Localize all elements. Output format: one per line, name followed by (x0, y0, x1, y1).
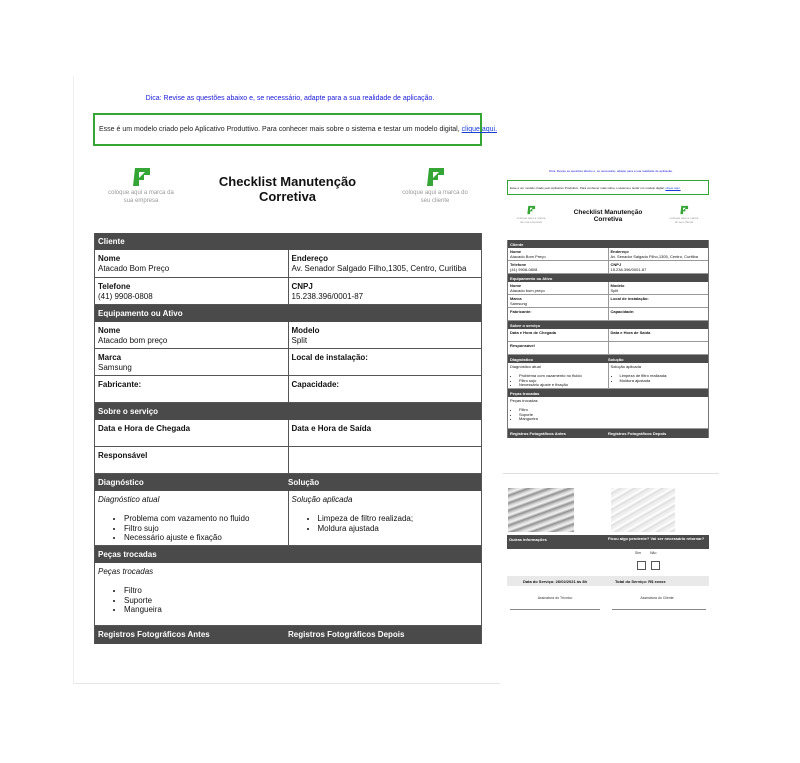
list-item: • Filtro sujo (124, 524, 285, 534)
assinatura-cliente-line[interactable] (612, 609, 706, 610)
produttivo-logo-icon (679, 205, 689, 215)
section-header-cliente: Cliente (95, 233, 481, 250)
nao-checkbox[interactable] (651, 561, 660, 570)
produttivo-logo-icon (130, 166, 152, 188)
cliente-telefone-field[interactable]: Telefone (41) 9908-0808 (98, 282, 153, 301)
notice-link[interactable]: clique aqui. (461, 126, 498, 133)
mini-tip-text: Dica: Revise as questões abaixo e, se necessário, adapte para a sua realidade de aplicação. (549, 169, 673, 173)
section-header-fotos: Registros Fotográficos Antes Registros Fotográficos Depois (95, 626, 481, 644)
responsavel-field[interactable]: Responsável (98, 451, 148, 460)
sim-checkbox[interactable] (637, 561, 646, 570)
mini-client-logo: coloque aqui a marca do seu cliente (668, 205, 700, 225)
photo-before-image[interactable] (508, 488, 574, 532)
cliente-nome-field[interactable]: Nome Atacado Bom Preço (98, 254, 170, 273)
list-item: • Necessário ajuste e fixação (124, 533, 285, 543)
mini-company-logo: coloque aqui a marca da sua empresa (515, 205, 547, 225)
notice-text: Esse é um modelo criado pelo Aplicativo Produttivo. Para conhecer mais sobre o sistema e testar um modelo digital, (99, 126, 462, 133)
client-logo (402, 166, 468, 205)
checklist-form (94, 233, 482, 644)
produttivo-logo-icon (424, 166, 446, 188)
equip-modelo-field[interactable]: Modelo Split (288, 322, 482, 348)
assinatura-cliente-label: Assinatura do Cliente (640, 596, 674, 600)
nao-label: Não (650, 551, 657, 555)
page-title: Checklist Manutenção Corretiva (218, 174, 357, 204)
section-header-servico: Sobre o serviço (95, 403, 481, 420)
company-logo-caption: coloque aqui a marca da sua empresa (108, 190, 174, 204)
cliente-endereco-field[interactable]: Endereço Av. Senador Salgado Filho,1305, Centro, Curitiba (288, 250, 482, 277)
equip-fabricante-field[interactable]: Fabricante: (98, 380, 142, 389)
section-header-pecas: Peças trocadas (95, 546, 481, 563)
solucao-list (318, 514, 479, 533)
cliente-cnpj-field[interactable]: CNPJ 15.238.396/0001-87 (288, 278, 482, 304)
list-item: • Moldura ajustada (318, 524, 479, 534)
assinatura-tecnico-line[interactable] (510, 609, 600, 610)
equip-marca-field[interactable]: Marca Samsung (98, 353, 132, 372)
company-logo (108, 166, 174, 205)
page-separator (503, 473, 719, 474)
saida-field[interactable]: Data e Hora de Saída (288, 420, 482, 446)
pecas-list (124, 586, 478, 615)
equip-nome-field[interactable]: Nome Atacado bom preço (98, 326, 168, 345)
p2-section-header: Outras informações Ficou algo pendente? Vai ser necessário retornar? (507, 535, 709, 549)
equip-capacidade-field[interactable]: Capacidade: (288, 376, 482, 402)
photo-after-image[interactable] (611, 488, 675, 532)
sim-label: Sim (635, 551, 642, 555)
p2-totals-row: Data do Serviço: 26/02/2021 às 8h Total do Serviço: R$ xxxxx (507, 576, 709, 586)
mini-notice-box: Esse é um modelo criado pelo Aplicativo Produttivo. Para conhecer mais sobre o sistema e testar um modelo digital, clique aqui. (507, 180, 709, 195)
diagnostico-field[interactable]: Diagnóstico atual • Problema com vazamento no fluido • Filtro sujo • Necessário ajuste e fixação (95, 491, 288, 545)
diagnostico-list (124, 514, 285, 543)
section-header-equipamento: Equipamento ou Ativo (95, 305, 481, 322)
list-item: • Filtro (124, 586, 478, 596)
mini-checklist-form: Cliente Nome Atacado Bom Preço Endereço Av. Senador Salgado Filho,1305, Centro, Curitiba Telefone (41) 9908-0808 CNPJ 15.238.396/0001-87 Equipamento ou Ativo Nome Atacado bom preço Modelo Split Marca Samsung Local de instalação: Fabricante: Capacidade: Sobre o serviço Data e Hora de Chegada Data e Hora de Saída Responsável Diagnóstico Solução Diagnóstico atual • Problema com vazamento no fluido • Filtro sujo • Necessário ajuste e fixação Solução aplicada • Limpeza de filtro realizada; • Moldura ajustada Peças trocadas Peças trocadas • Filtro • Suporte • Mangueira Registros Fotográficos Antes Registros Fotográficos Depois (507, 240, 709, 438)
solucao-field[interactable]: Solução aplicada • Limpeza de filtro realizada; • Moldura ajustada (288, 491, 482, 545)
responsavel-empty (288, 447, 482, 473)
tip-text: Dica: Revise as questões abaixo e, se necessário, adapte para a sua realidade de aplicação. (145, 95, 435, 102)
section-header-diagnostico-solucao: Diagnóstico Solução (95, 474, 481, 491)
notice-box (93, 113, 498, 146)
list-item: • Mangueira (124, 605, 478, 615)
list-item: • Problema com vazamento no fluido (124, 514, 285, 524)
assinatura-tecnico-label: Assinatura do Técnico (537, 596, 573, 600)
client-logo-caption: coloque aqui a marca do seu cliente (402, 190, 468, 204)
produttivo-logo-icon (526, 205, 536, 215)
mini-page-title: Checklist Manutenção Corretiva (573, 209, 643, 224)
list-item: • Limpeza de filtro realizada; (318, 514, 479, 524)
pecas-field[interactable]: Peças trocadas • Filtro • Suporte • Mangueira (95, 563, 481, 625)
chegada-field[interactable]: Data e Hora de Chegada (98, 424, 191, 433)
equip-local-field[interactable]: Local de instalação: (288, 349, 482, 375)
list-item: • Suporte (124, 596, 478, 606)
